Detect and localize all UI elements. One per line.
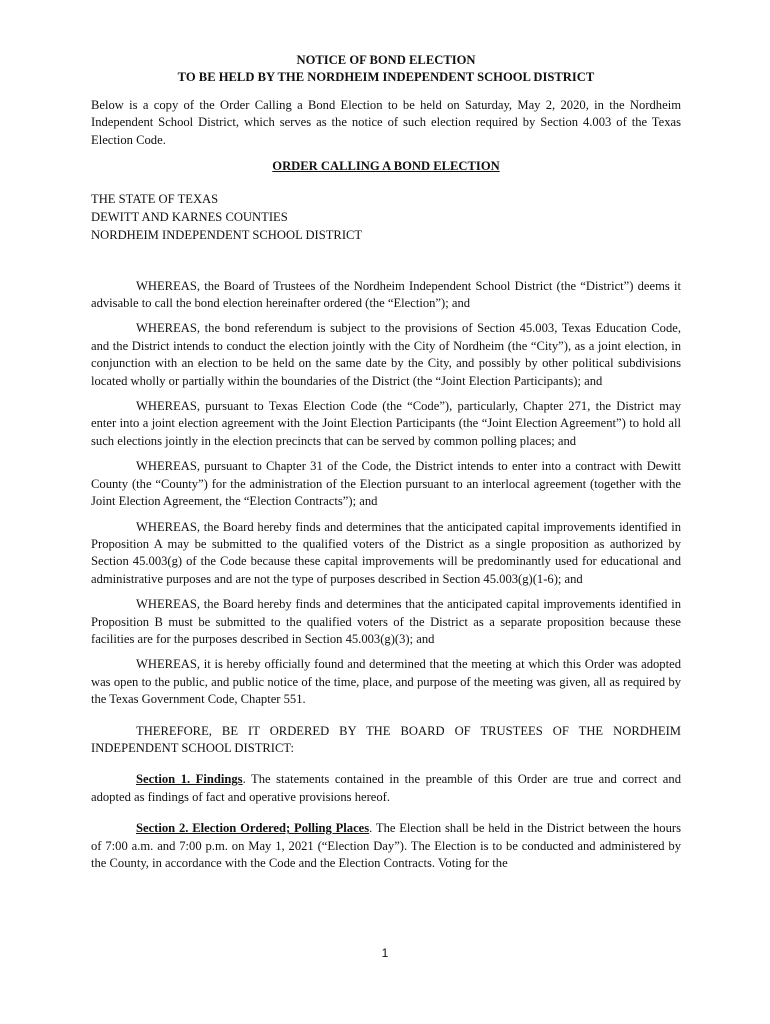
whereas-paragraph: WHEREAS, pursuant to Texas Election Code (the “Code”), particularly, Chapter 271, the District may enter into a joint election agreement with the Joint Election Participants (the “Joint Election Agreement”) to hold all such elections jointly in the election precincts that can be served by common polling places; and bbox=[91, 399, 681, 448]
caption-line: DEWITT AND KARNES COUNTIES bbox=[91, 209, 288, 224]
whereas-paragraph: WHEREAS, the Board hereby finds and determines that the anticipated capital improvements identified in Proposition A may be submitted to the qualified voters of the District as a single proposition as authorized by Section 45.003(g) of the Code because these capital improvements will be predominantly used for educational and administrative purposes and are not the type of purposes described in Section 45.003(g)(1-6); and bbox=[91, 519, 681, 586]
whereas-paragraph: WHEREAS, pursuant to Chapter 31 of the Code, the District intends to enter into a contract with Dewitt County (the “County”) for the administration of the Election pursuant to an interlocal agreement (together with the Joint Election Agreement, the “Election Contracts”); and bbox=[91, 459, 681, 509]
whereas-paragraph: WHEREAS, the Board hereby finds and determines that the anticipated capital improvements identified in Proposition B must be submitted to the qualified voters of the District as a separate proposition because these facilities are for the purposes described in Section 45.003(g)(3); and bbox=[91, 597, 681, 646]
whereas-paragraph: WHEREAS, the Board of Trustees of the Nordheim Independent School District (the “District”) deems it advisable to call the bond election hereinafter ordered (the “Election”); and bbox=[91, 278, 681, 311]
section-1 bbox=[91, 771, 681, 806]
section-2 bbox=[91, 820, 681, 872]
notice-title-line-1: NOTICE OF BOND ELECTION bbox=[296, 53, 476, 67]
section-1-text: . The statements contained in the preamble of this Order are true and correct and adopted as findings of fact and operative provisions hereof. bbox=[91, 772, 681, 804]
caption-line: THE STATE OF TEXAS bbox=[91, 191, 219, 206]
whereas-paragraph: WHEREAS, the bond referendum is subject to the provisions of Section 45.003, Texas Education Code, and the District intends to conduct the election jointly with the City of Nordheim (the “City”), as a joint election, in conjunction with an election to be held on the same date by the City, and possibly by other political subdivisions located wholly or partially within the boundaries of the District (the “Joint Election Participants); and bbox=[91, 321, 681, 388]
document-body bbox=[91, 52, 681, 872]
section-2-text: . The Election shall be held in the District between the hours of 7:00 a.m. and 7:00 p.m. on May 1, 2021 (“Election Day”). The Election is to be conducted and administered by the County, in accordance with the Code and the Election Contracts. Voting for the bbox=[91, 821, 681, 870]
page-number: 1 bbox=[381, 946, 389, 960]
whereas-paragraph: WHEREAS, it is hereby officially found and determined that the meeting at which this Order was adopted was open to the public, and public notice of the time, place, and purpose of the meeting was given, all as required by the Texas Government Code, Chapter 551. bbox=[91, 657, 681, 707]
order-title: ORDER CALLING A BOND ELECTION bbox=[272, 159, 500, 174]
notice-title-line-2: TO BE HELD BY THE NORDHEIM INDEPENDENT SCHOOL DISTRICT bbox=[177, 70, 595, 84]
section-1-heading: Section 1. Findings bbox=[136, 772, 243, 787]
caption-block bbox=[91, 190, 681, 244]
section-2-heading: Section 2. Election Ordered; Polling Places bbox=[136, 821, 370, 836]
caption-line: NORDHEIM INDEPENDENT SCHOOL DISTRICT bbox=[91, 227, 363, 242]
intro-paragraph: Below is a copy of the Order Calling a Bond Election to be held on Saturday, May 2, 2020, in the Nordheim Independent School District, which serves as the notice of such election required by Section 4.003 of the Texas Election Code. bbox=[91, 98, 681, 147]
therefore-clause: THEREFORE, BE IT ORDERED BY THE BOARD OF TRUSTEES OF THE NORDHEIM INDEPENDENT SCHOOL DISTRICT: bbox=[91, 723, 681, 755]
